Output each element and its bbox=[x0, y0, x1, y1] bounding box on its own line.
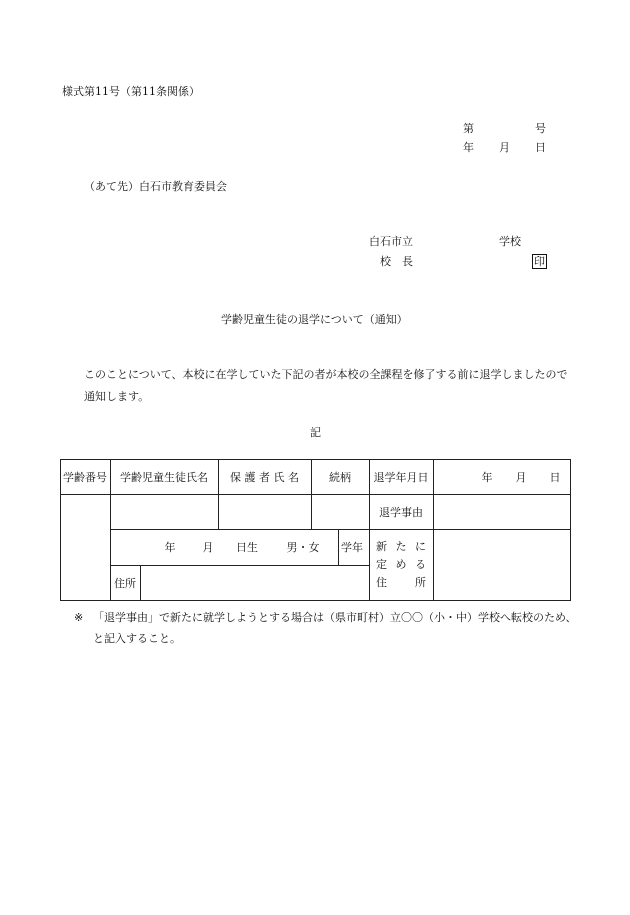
school-prefix: 白石市立 bbox=[369, 235, 413, 248]
form-id: 様式第11号（第11条関係） bbox=[62, 85, 200, 98]
document-title: 学齢児童生徒の退学について（通知） bbox=[221, 313, 408, 326]
birth-year: 年 bbox=[164, 541, 176, 554]
address-field[interactable] bbox=[140, 565, 369, 600]
birth-day-label: 日生 bbox=[236, 541, 258, 554]
new-address-label bbox=[376, 538, 426, 592]
principal-label: 校 長 bbox=[380, 255, 413, 268]
withdraw-date-year: 年 bbox=[481, 470, 493, 484]
date-day: 日 bbox=[535, 141, 546, 154]
student-table bbox=[60, 459, 571, 601]
withdraw-reason-label: 退学事由 bbox=[379, 505, 423, 519]
birth-month: 月 bbox=[202, 541, 214, 554]
school-suffix: 学校 bbox=[499, 235, 521, 248]
ki-label: 記 bbox=[310, 426, 321, 439]
number-prefix: 第 bbox=[463, 122, 474, 135]
withdraw-date-day: 日 bbox=[549, 470, 561, 484]
address-label: 住所 bbox=[114, 576, 136, 590]
grade-label: 学年 bbox=[341, 541, 363, 554]
new-address-line-1: 新 た に bbox=[376, 540, 426, 553]
withdraw-date-month: 月 bbox=[515, 470, 527, 484]
header-student-no: 学齢番号 bbox=[63, 470, 107, 484]
addressee: （あて先）白石市教育委員会 bbox=[84, 180, 227, 193]
guardian-name-field[interactable] bbox=[218, 494, 311, 529]
new-address-field[interactable] bbox=[433, 529, 570, 600]
header-guardian-name: 保 護 者 氏 名 bbox=[230, 470, 299, 484]
body-paragraph bbox=[62, 364, 578, 408]
note-mark: ※ bbox=[74, 611, 84, 624]
body-text: このことについて、本校に在学していた下記の者が本校の全課程を修了する前に退学しましたので通知します。 bbox=[84, 368, 568, 403]
relation-field[interactable] bbox=[311, 494, 369, 529]
header-withdraw-date: 退学年月日 bbox=[373, 470, 429, 484]
new-address-line-2: 定 め る bbox=[376, 558, 426, 571]
number-suffix: 号 bbox=[535, 122, 546, 135]
note-text: 「退学事由」で新たに就学しようとする場合は（県市町村）立〇〇（小・中）学校へ転校のため、と記入すること。 bbox=[93, 611, 577, 645]
withdraw-reason-field[interactable] bbox=[433, 494, 570, 529]
sex-choice: 男・女 bbox=[286, 541, 320, 554]
seal-text: 印 bbox=[534, 255, 545, 268]
seal-mark bbox=[532, 254, 547, 269]
header-student-name: 学齢児童生徒氏名 bbox=[120, 470, 208, 484]
date-year: 年 bbox=[463, 141, 474, 154]
new-address-line-3: 住 所 bbox=[376, 576, 426, 589]
student-name-field[interactable] bbox=[110, 494, 218, 529]
header-relation: 続柄 bbox=[329, 470, 351, 484]
date-month: 月 bbox=[499, 141, 510, 154]
